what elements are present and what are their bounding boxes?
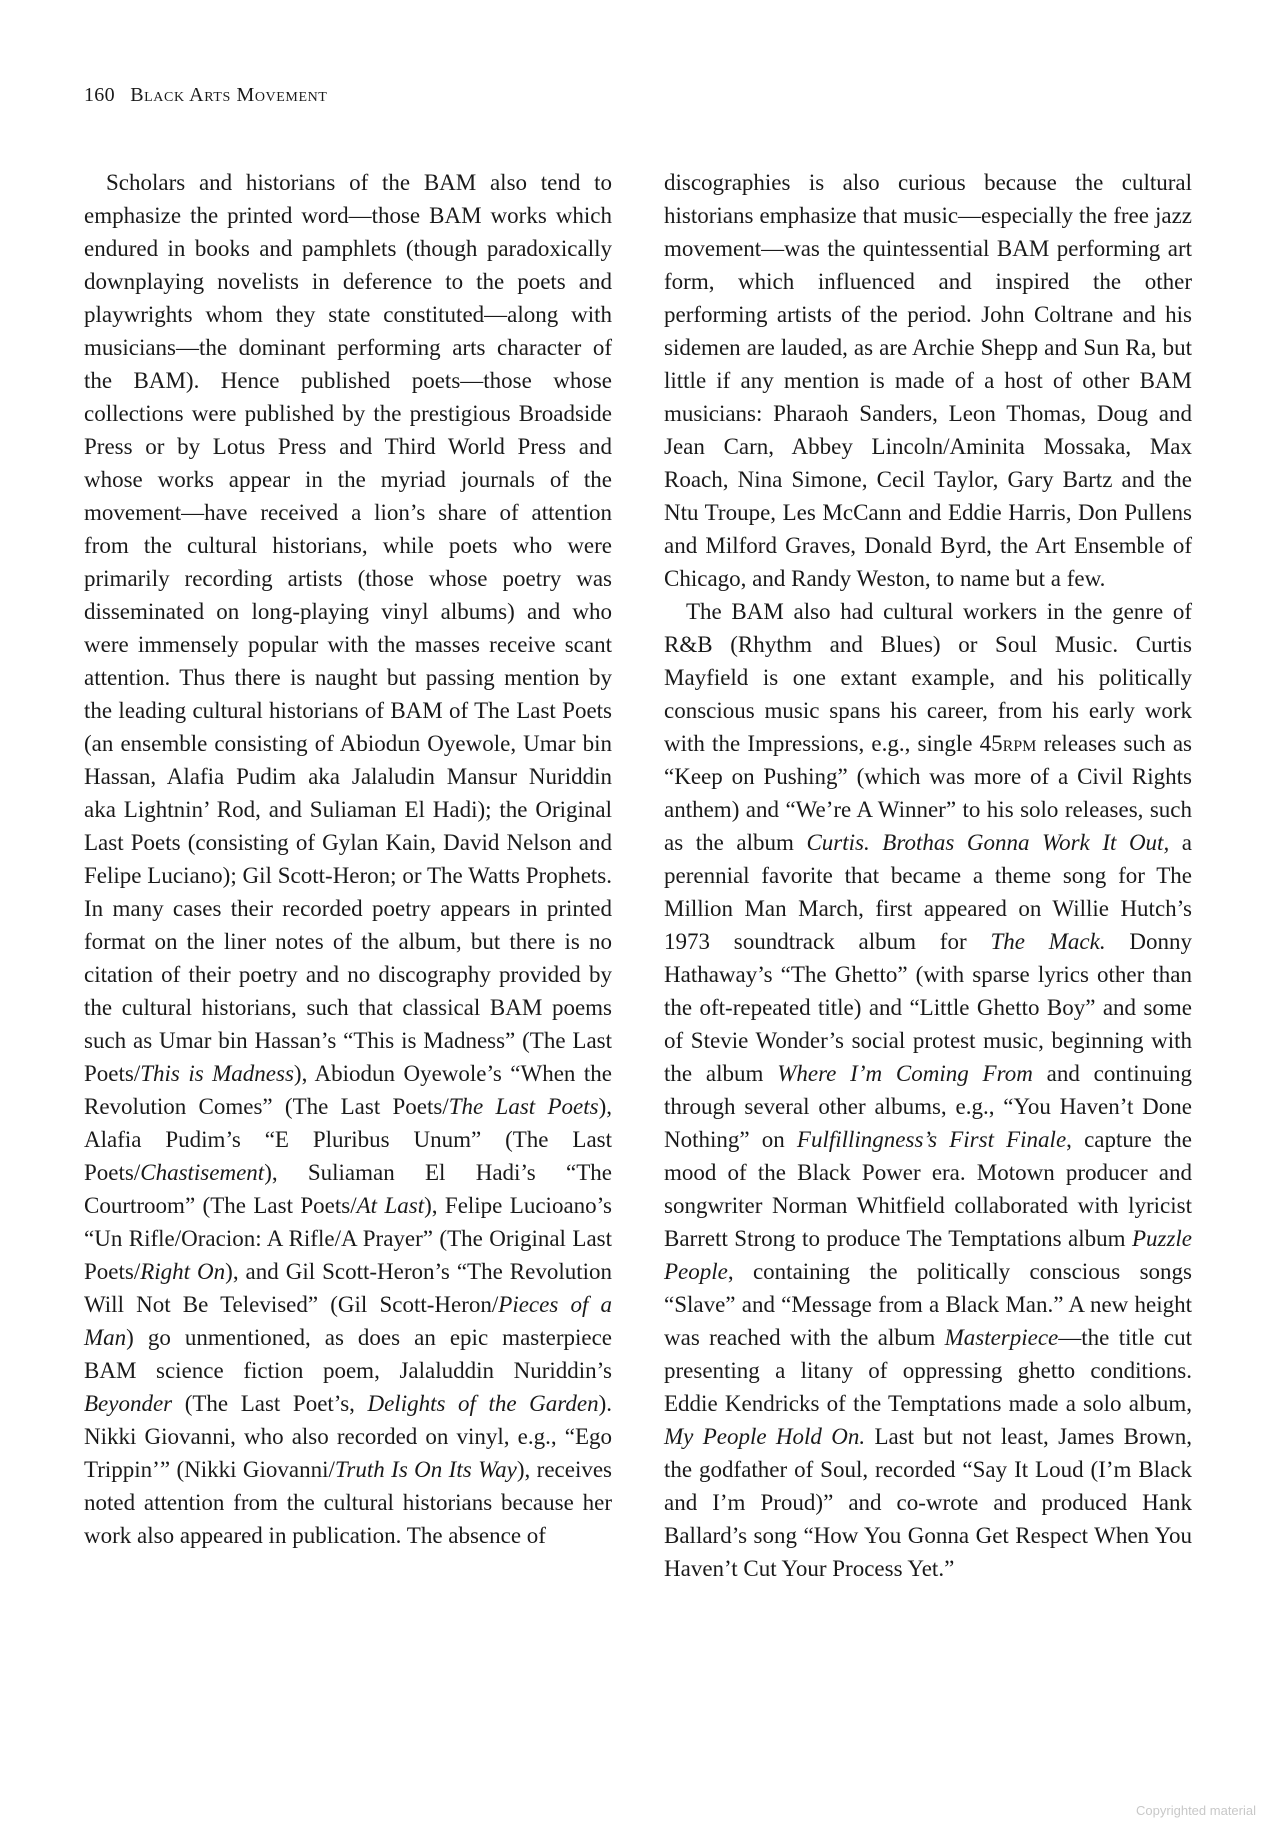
italic-title-span: Masterpiece — [944, 1325, 1059, 1350]
italic-title-span: This is Madness — [140, 1061, 294, 1086]
text-span: ), Felipe Lucioano’s “Un Rifle/Oracion: A Rifle/A Prayer” (The Original Last Poets/ — [84, 1193, 612, 1284]
italic-title-span: Truth Is On Its Way — [334, 1457, 517, 1482]
text-span: , containing the politically conscious songs “Slave” and “Message from a Black Man.” A new height was reached with the album — [664, 1259, 1192, 1350]
left-column-paragraph — [84, 166, 612, 1552]
text-span: —the title cut presenting a litany of oppressing ghetto conditions. Eddie Kendricks of the Temptations made a solo album, — [664, 1325, 1192, 1416]
text-span: ), Alafia Pudim’s “E Pluribus Unum” (The Last Poets/ — [84, 1094, 612, 1185]
italic-title-span: Chastisement — [140, 1160, 265, 1185]
text-span: (The Last Poet’s, — [172, 1391, 368, 1416]
italic-title-span: Fulfillingness’s First Finale — [796, 1127, 1067, 1152]
left-column — [84, 166, 612, 1552]
right-column — [664, 166, 1192, 1585]
right-column-paragraph — [664, 595, 1192, 1585]
italic-title-span: The Mack. — [990, 929, 1106, 954]
italic-title-span: My People Hold On. — [664, 1424, 866, 1449]
italic-title-span: Puzzle People — [664, 1226, 1192, 1284]
running-head — [84, 84, 327, 107]
text-span: ), and Gil Scott-Heron’s “The Revolution Will Not Be Televised” (Gil Scott-Heron/ — [84, 1259, 612, 1317]
right-column-paragraph — [664, 166, 1192, 595]
text-span: and continuing through several other albums, e.g., “You Haven’t Done Nothing” on — [664, 1061, 1193, 1152]
text-span: , capture the mood of the Black Power era. Motown producer and songwriter Norman Whitfield collaborated with lyricist Barrett Strong to produce The Temptations album — [664, 1127, 1192, 1251]
italic-title-span: Delights of the Garden — [367, 1391, 599, 1416]
italic-title-span: The Last Poets — [448, 1094, 599, 1119]
text-span: releases such as “Keep on Pushing” (which was more of a Civil Rights anthem) and “We’re A Winner” to his solo releases, such as the album — [664, 731, 1192, 855]
text-span: ), Suliaman El Hadi’s “The Courtroom” (The Last Poets/ — [84, 1160, 612, 1218]
text-span: discographies is also curious because the cultural historians emphasize that music—especially the free jazz movement—was the quintessential BAM performing art form, which influenced and inspired the other performing artists of the period. John Coltrane and his sidemen are lauded, as are Archie Shepp and Sun Ra, but little if any mention is made of a host of other BAM musicians: Pharaoh Sanders, Leon Thomas, Doug and Jean Carn, Abbey Lincoln/Aminita Mossaka, Max Roach, Nina Simone, Cecil Taylor, Gary Bartz and the Ntu Troupe, Les McCann and Eddie Harris, Don Pullens and Milford Graves, Donald Byrd, the Art Ensemble of Chicago, and Randy Weston, to name but a few. — [664, 170, 1192, 591]
italic-title-span: Pieces of a Man — [84, 1292, 612, 1350]
text-span: Donny Hathaway’s “The Ghetto” (with sparse lyrics other than the oft-repeated title) and “Little Ghetto Boy” and some of Stevie Wonder’s social protest music, beginning with the album — [664, 929, 1192, 1086]
text-span: ), receives noted attention from the cultural historians because her work also appeared in publication. The absence of — [84, 1457, 612, 1548]
text-span: Scholars and historians of the BAM also tend to emphasize the printed word—those BAM works which endured in books and pamphlets (though paradoxically downplaying novelists in deference to the poets and playwrights whom they state constituted—along with musicians—the dominant performing arts character of the BAM). Hence published poets—those whose collections were published by the prestigious Broadside Press or by Lotus Press and Third World Press and whose works appear in the myriad journals of the movement—have received a lion’s share of attention from the cultural historians, while poets who were primarily recording artists (those whose poetry was disseminated on long-playing vinyl albums) and who were immensely popular with the masses receive scant attention. Thus there is naught but passing mention by the leading cultural historians of BAM of The Last Poets (an ensemble consisting of Abiodun Oyewole, Umar bin Hassan, Alafia Pudim aka Jalaludin Mansur Nuriddin aka Lightnin’ Rod, and Suliaman El Hadi); the Original Last Poets (consisting of Gylan Kain, David Nelson and Felipe Luciano); Gil Scott-Heron; or The Watts Prophets. In many cases their recorded poetry appears in printed format on the liner notes of the album, but there is no citation of their poetry and no discography provided by the cultural historians, such that classical BAM poems such as Umar bin Hassan’s “This is Madness” (The Last Poets/ — [84, 170, 612, 1086]
italic-title-span: Beyonder — [84, 1391, 173, 1416]
small-caps-span: rpm — [1002, 731, 1037, 756]
text-span: ). Nikki Giovanni, who also recorded on vinyl, e.g., “Ego Trippin’” (Nikki Giovanni/ — [84, 1391, 613, 1482]
section-title: Black Arts Movement — [130, 84, 328, 106]
text-span: ), Abiodun Oyewole’s “When the Revolution Comes” (The Last Poets/ — [84, 1061, 612, 1119]
italic-title-span: Curtis. Brothas Gonna Work It Out, — [806, 830, 1170, 855]
text-span: a perennial favorite that became a theme song for The Million Man March, first appeared on Willie Hutch’s 1973 soundtrack album for — [664, 830, 1192, 954]
italic-title-span: At Last — [356, 1193, 425, 1218]
text-span: ) go unmentioned, as does an epic masterpiece BAM science fiction poem, Jalaluddin Nuriddin’s — [84, 1325, 612, 1383]
text-span: Last but not least, James Brown, the godfather of Soul, recorded “Say It Loud (I’m Black and I’m Proud)” and co-wrote and produced Hank Ballard’s song “How You Gonna Get Respect When You Haven’t Cut Your Process Yet.” — [664, 1424, 1192, 1581]
text-span: The BAM also had cultural workers in the genre of R&B (Rhythm and Blues) or Soul Music. Curtis Mayfield is one extant example, and his politically conscious music spans his career, from his early work with the Impressions, e.g., single 45 — [664, 599, 1192, 756]
italic-title-span: Right On — [140, 1259, 226, 1284]
page-number: 160 — [84, 84, 115, 106]
italic-title-span: Where I’m Coming From — [777, 1061, 1033, 1086]
copyright-watermark: Copyrighted material — [1136, 1803, 1256, 1818]
